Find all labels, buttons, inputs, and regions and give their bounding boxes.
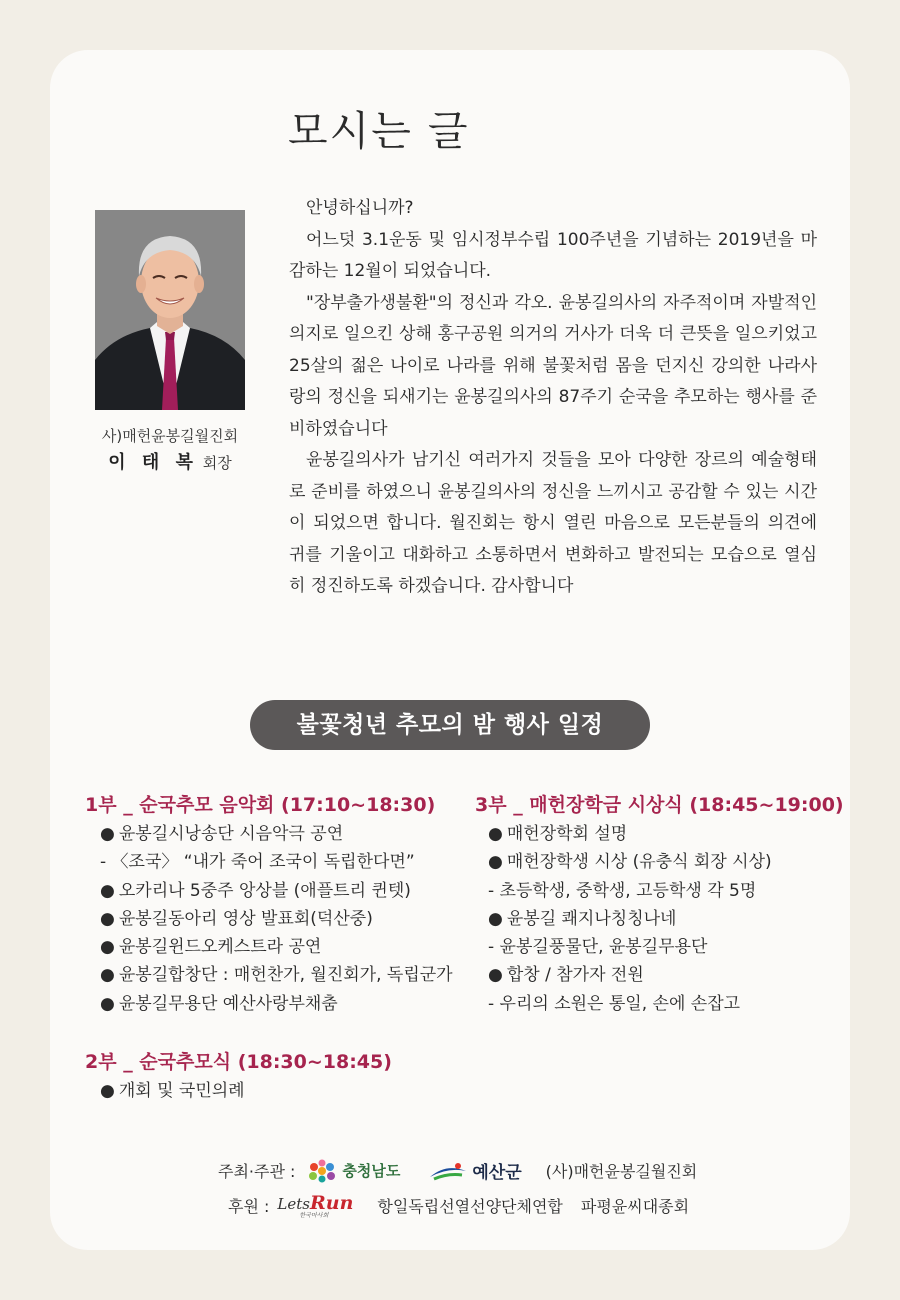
yesan-logo xyxy=(428,1158,521,1183)
part2-heading: 2부 _ 순국추모식 (18:30~18:45) xyxy=(85,1051,392,1073)
letter-paragraph: 윤봉길의사가 남기신 여러가지 것들을 모아 다양한 장르의 예술형태로 준비를 하였으니 윤봉길의사의 정신을 느끼시고 공감할 수 있는 시간이 되었으면 합니다. 월진회는 항시 열린 마음으로 모든분들의 의견에 귀를 기울이고 대화하고 소통하면서 변화하고 발전되는 모습으로 열심히 정진하도록 하겠습니다. 감사합니다 xyxy=(289,450,817,596)
list-item: ● 윤봉길윈드오케스트라 공연 xyxy=(100,937,322,958)
host-woljinhoe: (사)매헌윤봉길월진회 xyxy=(545,1162,698,1181)
chungnam-flower-icon xyxy=(305,1159,339,1183)
schedule-banner: 불꽃청년 추모의 밤 행사 일정 xyxy=(250,700,650,750)
letter-title: 모시는 글 xyxy=(288,107,470,155)
list-item: ● 윤봉길 쾌지나칭칭나네 xyxy=(488,908,677,929)
list-item: ● 윤봉길시낭송단 시음악극 공연 xyxy=(100,824,344,844)
list-item: - 우리의 소원은 통일, 손에 손잡고 xyxy=(488,993,741,1014)
sponsor-papyeong-yun: 파평윤씨대종회 xyxy=(580,1197,690,1216)
sponsors-label: 후원 : xyxy=(228,1197,270,1216)
list-item: ● 합창 / 참가자 전원 xyxy=(488,965,644,986)
list-item: - 〈조국〉 “내가 죽어 조국이 독립한다면” xyxy=(100,852,415,873)
host-yesan: 예산군 xyxy=(472,1163,522,1183)
host-chungnam: 충청남도 xyxy=(342,1162,401,1180)
author-portrait xyxy=(95,210,245,410)
part3-heading: 3부 _ 매헌장학금 시상식 (18:45~19:00) xyxy=(475,794,844,816)
yesan-swoosh-icon xyxy=(428,1161,468,1181)
author-organization: 사)매헌윤봉길월진회 xyxy=(101,427,239,445)
hosts-label: 주최·주관 : xyxy=(218,1162,296,1181)
list-item: - 초등학생, 중학생, 고등학생 각 5명 xyxy=(488,880,757,901)
author-name-line xyxy=(95,448,245,474)
list-item: ● 개회 및 국민의례 xyxy=(100,1081,245,1101)
letter-paragraph: "장부출가생불환"의 정신과 각오. 윤봉길의사의 자주적이며 자발적인 의지로 일으킨 상해 홍구공원 의거의 거사가 더욱 더 큰뜻을 일으키었고 25살의 젊은 나이로 나라를 위해 불꽃처럼 몸을 던지신 강의한 나라사랑의 정신을 되새기는 윤봉길의사의 87주기 순국을 추모하는 행사를 준비하였습니다 xyxy=(289,292,817,439)
author-role: 회장 xyxy=(202,454,232,472)
part1-heading: 1부 _ 순국추모 음악회 (17:10~18:30) xyxy=(85,794,436,816)
list-item: ● 매헌장학회 설명 xyxy=(488,824,628,844)
letter-body xyxy=(289,193,817,603)
list-item: ● 윤봉길합창단 : 매헌찬가, 월진회가, 독립군가 xyxy=(100,965,453,986)
author-name: 이 태 복 xyxy=(108,452,198,473)
letter-paragraph: 안녕하십니까? xyxy=(306,198,414,218)
list-item: ● 오카리나 5중주 앙상블 (애플트리 퀸텟) xyxy=(100,880,411,901)
list-item: ● 윤봉길동아리 영상 발표회(덕산중) xyxy=(100,908,373,929)
letter-paragraph: 어느덧 3.1운동 및 임시정부수립 100주년을 기념하는 2019년을 마감하는 12월이 되었습니다. xyxy=(289,229,817,281)
list-item: - 윤봉길풍물단, 윤봉길무용단 xyxy=(488,937,708,958)
hosts-row xyxy=(218,1158,697,1183)
list-item: ● 윤봉길무용단 예산사랑부채춤 xyxy=(100,993,338,1014)
part3-list xyxy=(488,820,772,1018)
part1-list xyxy=(100,820,453,1018)
sponsor-independence-union: 항일독립선열선양단체연합 xyxy=(377,1197,563,1216)
letsrun-logo: LetsRun 한국마사회 xyxy=(277,1192,354,1219)
chungnam-logo xyxy=(305,1159,400,1183)
sponsors-row xyxy=(228,1192,689,1219)
list-item: ● 매헌장학생 시상 (유충식 회장 시상) xyxy=(488,852,772,873)
part2-list xyxy=(100,1077,245,1105)
